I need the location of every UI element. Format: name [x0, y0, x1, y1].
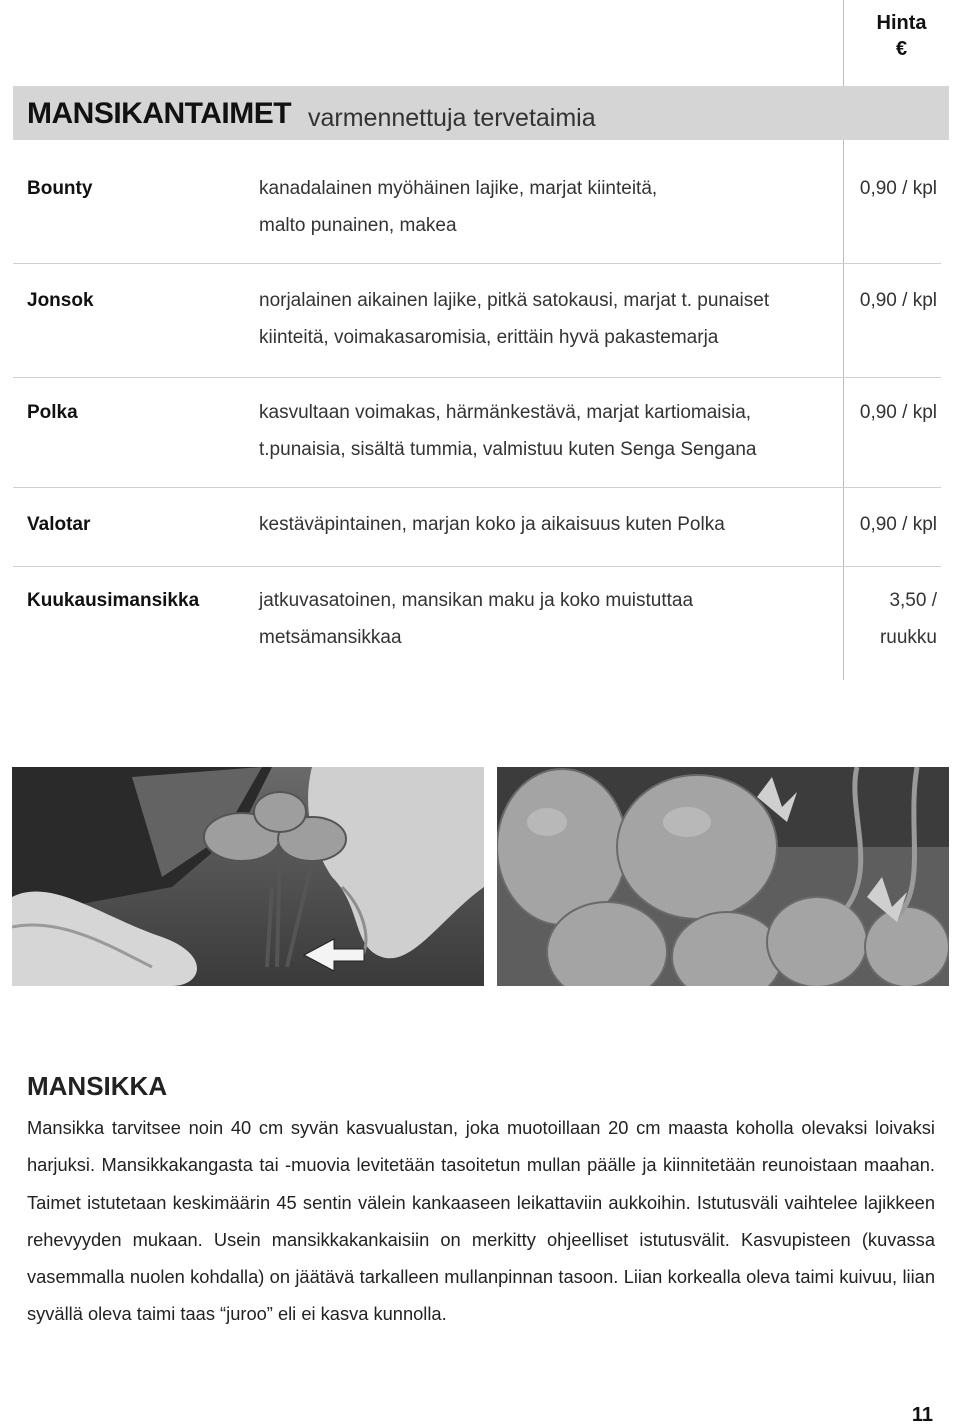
price-line: 0,90 / kpl: [859, 290, 937, 311]
variety-name: Valotar: [27, 514, 91, 535]
variety-price: [843, 506, 937, 543]
row-divider: [13, 263, 941, 264]
price-column-title: Hinta: [876, 12, 927, 34]
description-line: jatkuvasatoinen, mansikan maku ja koko muistuttaa: [259, 590, 694, 611]
price-column-header: [843, 10, 960, 62]
page-number: 11: [911, 1404, 933, 1426]
description-line: norjalainen aikainen lajike, pitkä satokausi, marjat t. punaiset: [259, 290, 770, 311]
description-line: kiinteitä, voimakasaromisia, erittäin hyvä pakastemarja: [259, 327, 719, 348]
variety-price: [843, 170, 937, 207]
variety-price: [843, 394, 937, 431]
row-divider: [13, 487, 941, 488]
variety-description: [259, 506, 819, 543]
strawberries-photo-image: [497, 767, 949, 986]
description-line: malto punainen, makea: [259, 215, 457, 236]
price-line: 0,90 / kpl: [859, 402, 937, 423]
variety-description: [259, 394, 819, 468]
description-line: t.punaisia, sisältä tummia, valmistuu kuten Senga Sengana: [259, 439, 757, 460]
description-line: kasvultaan voimakas, härmänkestävä, marjat kartiomaisia,: [259, 402, 752, 423]
planting-photo: [12, 767, 484, 986]
description-line: kanadalainen myöhäinen lajike, marjat kiinteitä,: [259, 178, 658, 199]
planting-photo-image: [12, 767, 484, 986]
variety-price: [843, 282, 937, 319]
section-title: MANSIKANTAIMET: [27, 97, 292, 130]
mansikka-title: MANSIKKA: [27, 1071, 168, 1101]
variety-description: [259, 170, 819, 244]
section-subtitle: varmennettuja tervetaimia: [308, 104, 596, 132]
price-line: 3,50 /: [889, 590, 937, 611]
strawberries-photo: [497, 767, 949, 986]
description-line: kestäväpintainen, marjan koko ja aikaisuus kuten Polka: [259, 514, 725, 535]
price-line: 0,90 / kpl: [859, 514, 937, 535]
currency-symbol: €: [895, 38, 908, 60]
row-divider: [13, 566, 941, 567]
variety-name: Bounty: [27, 178, 93, 199]
variety-description: [259, 282, 819, 356]
variety-name: Kuukausimansikka: [27, 590, 200, 611]
variety-name: Jonsok: [27, 290, 94, 311]
mansikka-body-text: Mansikka tarvitsee noin 40 cm syvän kasvualustan, joka muotoillaan 20 cm maasta koholla olevaksi loivaksi harjuksi. Mansikkakangasta tai -muovia levitetään tasoitetun mullan päälle ja kiinnitetään reunoistaan maahan. Taimet istutetaan keskimäärin 45 sentin välein kankaaseen leikattaviin aukkoihin. Istutusväli vaihtelee lajikkeen rehevyyden mukaan. Usein mansikkakankaisiin on merkitty ohjeelliset istutusvälit. Kasvupisteen (kuvassa vasemmalla nuolen kohdalla) on jäätävä tarkalleen mullanpinnan tasoon. Liian korkealla oleva taimi kuivuu, liian syvällä oleva taimi taas “juroo” eli ei kasva kunnolla.: [27, 1117, 935, 1325]
variety-price: [843, 582, 937, 656]
variety-description: [259, 582, 819, 656]
price-line: 0,90 / kpl: [859, 178, 937, 199]
row-divider: [13, 377, 941, 378]
description-line: metsämansikkaa: [259, 627, 402, 648]
variety-name: Polka: [27, 402, 78, 423]
price-line: ruukku: [879, 627, 937, 648]
